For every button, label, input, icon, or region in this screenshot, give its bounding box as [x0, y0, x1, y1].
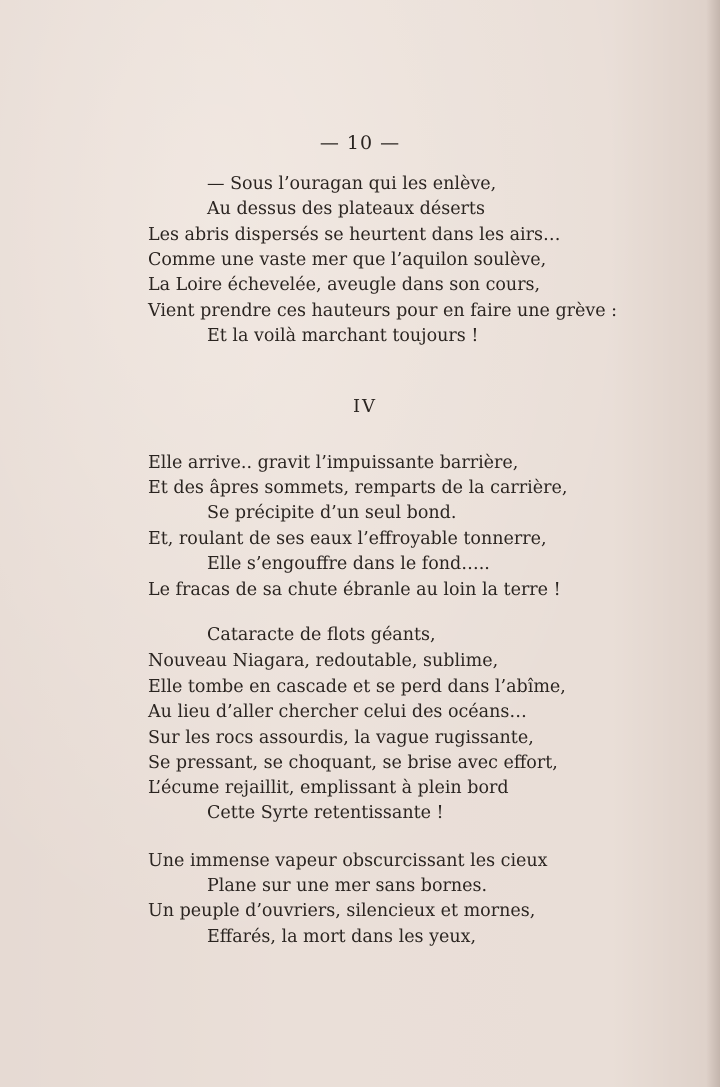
section-heading: IV [352, 396, 378, 417]
verse-line: Sur les rocs assourdis, la vague rugissante, [148, 728, 534, 748]
verse-line: Et la voilà marchant toujours ! [207, 326, 479, 346]
verse-line: Au dessus des plateaux déserts [207, 199, 485, 219]
verse-line: Les abris dispersés se heurtent dans les airs… [148, 225, 561, 245]
verse-line: La Loire échevelée, aveugle dans son cours, [148, 275, 541, 295]
verse-line: Et, roulant de ses eaux l’effroyable tonnerre, [148, 529, 547, 549]
verse-line: Nouveau Niagara, redoutable, sublime, [148, 651, 499, 671]
verse-line: Plane sur une mer sans bornes. [207, 876, 488, 896]
verse-line: Au lieu d’aller chercher celui des océans… [148, 702, 527, 722]
verse-line: Elle tombe en cascade et se perd dans l’abîme, [148, 677, 566, 697]
verse-line: L’écume rejaillit, emplissant à plein bord [148, 778, 509, 798]
verse-line: Cette Syrte retentissante ! [207, 803, 444, 823]
verse-line: Le fracas de sa chute ébranle au loin la terre ! [148, 580, 561, 600]
page-number: — 10 — [319, 132, 401, 154]
verse-line: Comme une vaste mer que l’aquilon soulève, [148, 250, 547, 270]
verse-line: — Sous l’ouragan qui les enlève, [207, 174, 497, 194]
verse-line: Vient prendre ces hauteurs pour en faire une grève : [148, 301, 618, 321]
verse-line: Elle arrive.. gravit l’impuissante barrière, [148, 453, 519, 473]
verse-line: Et des âpres sommets, remparts de la carrière, [148, 478, 568, 498]
page-edge-shadow [706, 0, 720, 1087]
verse-line: Elle s’engouffre dans le fond….. [207, 554, 490, 574]
verse-line: Effarés, la mort dans les yeux, [207, 927, 477, 947]
verse-line: Se pressant, se choquant, se brise avec effort, [148, 753, 558, 773]
verse-line: Un peuple d’ouvriers, silencieux et mornes, [148, 901, 536, 921]
verse-line: Se précipite d’un seul bond. [207, 503, 457, 523]
verse-line: Cataracte de flots géants, [207, 625, 436, 645]
verse-line: Une immense vapeur obscurcissant les cieux [148, 851, 548, 871]
